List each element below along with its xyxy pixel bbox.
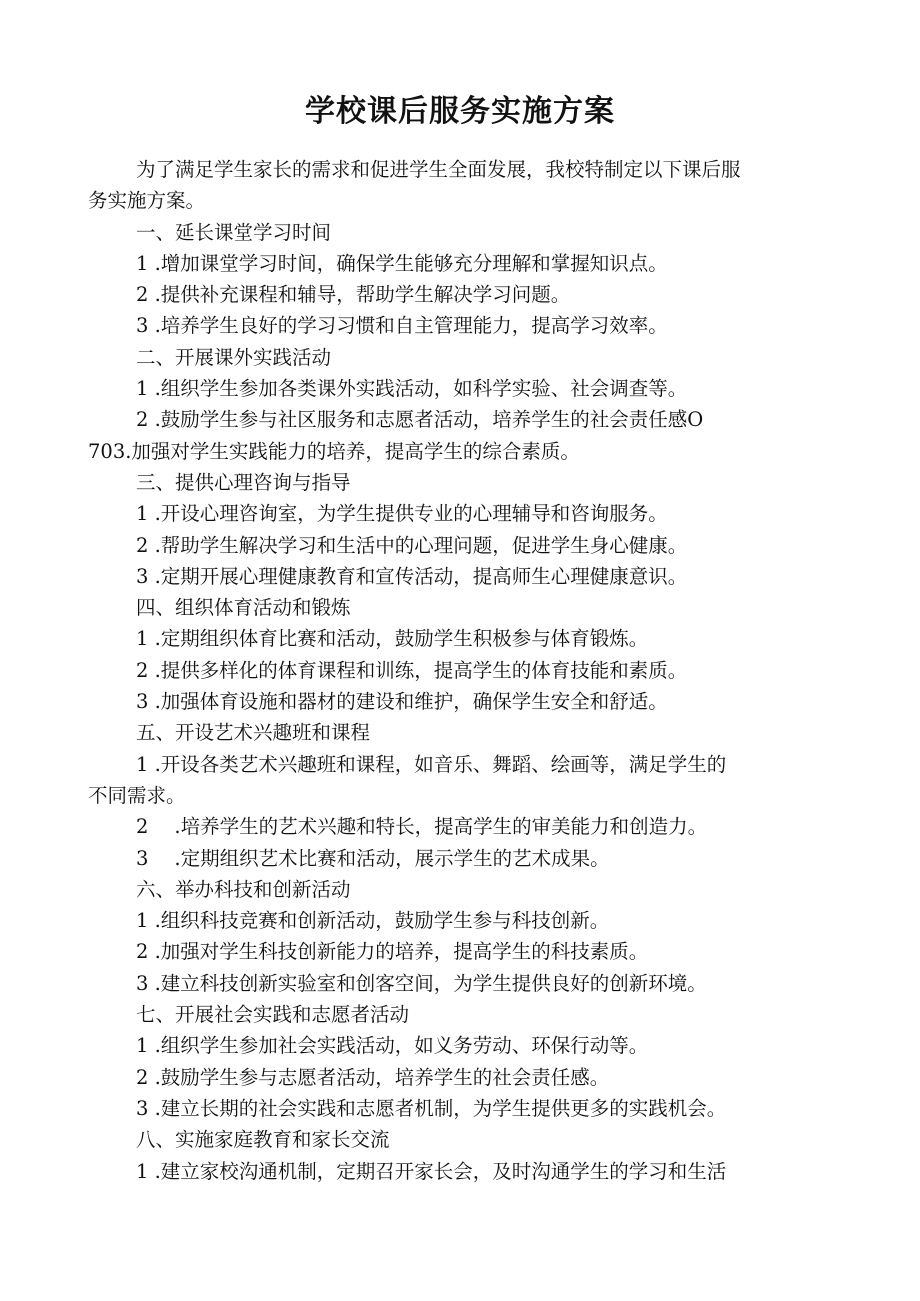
list-item: 3 .建立长期的社会实践和志愿者机制，为学生提供更多的实践机会。 xyxy=(136,1096,727,1120)
list-item xyxy=(88,811,848,842)
document-title: 学校课后服务实施方案 xyxy=(305,94,615,129)
list-number: 2 xyxy=(136,815,149,839)
list-item: 2 .加强对学生科技创新能力的培养，提高学生的科技素质。 xyxy=(136,940,649,964)
list-item: 1 .建立家校沟通机制，定期召开家长会，及时沟通学生的学习和生活 xyxy=(136,1159,727,1183)
list-item-continuation: 不同需求。 xyxy=(88,783,186,807)
document-body xyxy=(88,154,848,1187)
list-item: 1 .组织学生参加各类课外实践活动，如科学实验、社会调查等。 xyxy=(136,377,688,401)
section-heading: 五、开设艺术兴趣班和课程 xyxy=(136,721,371,745)
section-heading: 六、举办科技和创新活动 xyxy=(136,877,351,901)
list-item xyxy=(88,843,848,874)
list-item: 2 .鼓励学生参与志愿者活动，培养学生的社会责任感。 xyxy=(136,1065,610,1089)
list-item: 3 .培养学生良好的学习习惯和自主管理能力，提高学习效率。 xyxy=(136,314,668,338)
section-heading: 四、组织体育活动和锻炼 xyxy=(136,596,351,620)
section-heading: 三、提供心理咨询与指导 xyxy=(136,470,351,494)
list-text: .定期组织艺术比赛和活动，展示学生的艺术成果。 xyxy=(174,846,610,870)
section-heading: 一、延长课堂学习时间 xyxy=(136,220,332,244)
list-item: 2 .提供补充课程和辅导，帮助学生解决学习问题。 xyxy=(136,283,571,307)
list-item: 3 .建立科技创新实验室和创客空间，为学生提供良好的创新环境。 xyxy=(136,971,707,995)
list-item: 1 .组织科技竞赛和创新活动，鼓励学生参与科技创新。 xyxy=(136,909,610,933)
paragraph-line: 务实施方案。 xyxy=(88,189,206,213)
list-item: 1 .开设各类艺术兴趣班和课程，如音乐、舞蹈、绘画等，满足学生的 xyxy=(136,752,727,776)
list-item: 2 .提供多样化的体育课程和训练，提高学生的体育技能和素质。 xyxy=(136,658,688,682)
list-item: 3 .加强体育设施和器材的建设和维护，确保学生安全和舒适。 xyxy=(136,690,668,714)
list-item: 703.加强对学生实践能力的培养，提高学生的综合素质。 xyxy=(88,439,580,463)
paragraph-line: 为了满足学生家长的需求和促进学生全面发展，我校特制定以下课后服 xyxy=(136,158,741,181)
list-item: 1 .组织学生参加社会实践活动，如义务劳动、环保行动等。 xyxy=(136,1034,649,1058)
list-item: 1 .增加课堂学习时间，确保学生能够充分理解和掌握知识点。 xyxy=(136,251,668,275)
section-heading: 八、实施家庭教育和家长交流 xyxy=(136,1128,390,1152)
list-item: 1 .定期组织体育比赛和活动，鼓励学生积极参与体育锻炼。 xyxy=(136,627,649,651)
list-item: 1 .开设心理咨询室，为学生提供专业的心理辅导和咨询服务。 xyxy=(136,502,668,526)
section-heading: 七、开展社会实践和志愿者活动 xyxy=(136,1003,410,1027)
list-number: 3 xyxy=(136,846,149,870)
list-item: 2 .鼓励学生参与社区服务和志愿者活动，培养学生的社会责任感O xyxy=(136,408,704,432)
section-heading: 二、开展课外实践活动 xyxy=(136,345,332,369)
list-text: .培养学生的艺术兴趣和特长，提高学生的审美能力和创造力。 xyxy=(174,815,708,839)
list-item: 3 .定期开展心理健康教育和宣传活动，提高师生心理健康意识。 xyxy=(136,564,688,588)
list-item: 2 .帮助学生解决学习和生活中的心理问题，促进学生身心健康。 xyxy=(136,533,688,557)
